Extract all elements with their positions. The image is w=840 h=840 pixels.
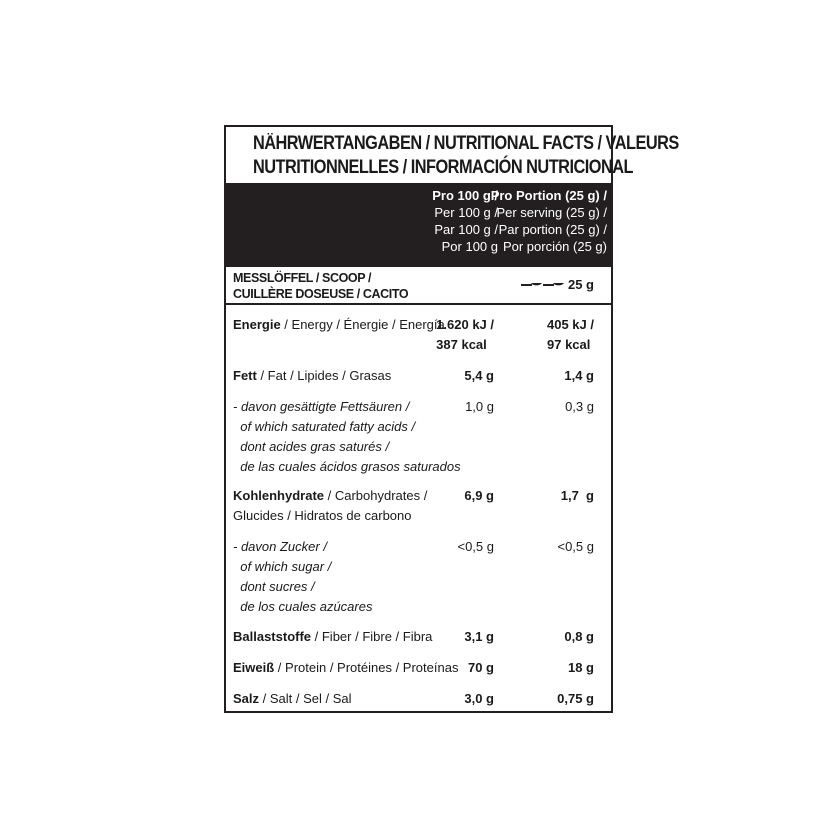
- saturated-name: [233, 397, 461, 477]
- header-per100-en: Per 100 g /: [434, 205, 498, 220]
- scoop-label: [233, 270, 408, 302]
- protein-name: [233, 658, 458, 678]
- fiber-name-rest: / Fiber / Fibre / Fibra: [311, 629, 433, 644]
- fiber-per100: 3,1 g: [464, 629, 494, 644]
- scoop-quantity: [521, 277, 594, 292]
- title-line-1: NÄHRWERTANGABEN / NUTRITIONAL FACTS / VALEURS: [252, 133, 679, 154]
- title-line-2: NUTRITIONNELLES / INFORMACIÓN NUTRICIONAL: [252, 157, 634, 178]
- scoop-icon: [543, 280, 565, 290]
- carbs-per100: 6,9 g: [464, 488, 494, 503]
- carbs-name-bold: Kohlenhydrate: [233, 488, 325, 503]
- column-header-band: [226, 183, 611, 267]
- protein-name-rest: / Protein / Protéines / Proteínas: [274, 660, 459, 675]
- header-portion-de: Pro Portion (25 g) /: [490, 188, 607, 203]
- scoop-label-line-1: MESSLÖFFEL / SCOOP /: [233, 271, 372, 285]
- header-per100-de: Pro 100 g /: [432, 188, 498, 203]
- scoop-label-line-2: CUILLÈRE DOSEUSE / CACITO: [233, 287, 409, 301]
- fat-name-bold: Fett: [233, 368, 257, 383]
- header-row-en: [226, 204, 611, 221]
- fat-per100: 5,4 g: [464, 368, 494, 383]
- divider-rule: [226, 303, 611, 305]
- scoop-amount: 25 g: [567, 277, 594, 292]
- saturated-line-de: - davon gesättigte Fettsäuren /: [233, 399, 410, 414]
- header-per100-es: Por 100 g: [441, 239, 498, 254]
- saturated-per100: 1,0 g: [465, 399, 494, 414]
- salt-name-bold: Salz: [233, 691, 260, 706]
- saturated-portion: 0,3 g: [565, 399, 594, 414]
- salt-name-rest: / Salt / Sel / Sal: [259, 691, 352, 706]
- energy-per100-kj: 1.620 kJ /: [436, 317, 494, 332]
- header-row-de: [226, 187, 611, 204]
- label-title: [252, 127, 679, 183]
- carbs-name-rest: / Carbohydrates /: [324, 488, 428, 503]
- fat-portion: 1,4 g: [564, 368, 594, 383]
- fat-name: [233, 366, 391, 386]
- energy-portion-kcal: 97 kcal: [547, 337, 591, 352]
- header-row-es: [226, 238, 611, 255]
- protein-per100: 70 g: [467, 660, 494, 675]
- nutrition-label: [224, 125, 679, 713]
- sugar-line-fr: dont sucres /: [233, 579, 315, 594]
- sugar-per100: <0,5 g: [457, 539, 494, 554]
- energy-name-rest: / Energy / Énergie / Energía: [280, 317, 445, 332]
- carbs-portion: 1,7 g: [560, 488, 594, 503]
- sugar-portion: <0,5 g: [557, 539, 594, 554]
- protein-name-bold: Eiweiß: [233, 660, 275, 675]
- energy-portion: [547, 315, 594, 355]
- fat-name-rest: / Fat / Lipides / Grasas: [256, 368, 392, 383]
- header-per100-fr: Par 100 g /: [434, 222, 498, 237]
- sugar-name: [233, 537, 372, 617]
- header-row-fr: [226, 221, 611, 238]
- saturated-line-en: of which saturated fatty acids /: [233, 419, 416, 434]
- sugar-line-en: of which sugar /: [233, 559, 332, 574]
- energy-portion-kj: 405 kJ /: [547, 317, 594, 332]
- fiber-portion: 0,8 g: [564, 629, 594, 644]
- saturated-line-es: de las cuales ácidos grasos saturados: [233, 459, 461, 474]
- header-portion-en: Per serving (25 g) /: [496, 205, 607, 220]
- fiber-name-bold: Ballaststoffe: [233, 629, 312, 644]
- sugar-line-es: de los cuales azúcares: [233, 599, 373, 614]
- energy-name-bold: Energie: [233, 317, 281, 332]
- fiber-name: [233, 627, 432, 647]
- energy-per100: [436, 315, 494, 355]
- carbs-name-line-2: Glucides / Hidratos de carbono: [233, 508, 412, 523]
- scoop-icons: [521, 280, 565, 290]
- header-portion-es: Por porción (25 g): [502, 239, 607, 254]
- carbs-name: [233, 486, 427, 526]
- protein-portion: 18 g: [567, 660, 594, 675]
- energy-name: [233, 315, 445, 335]
- saturated-line-fr: dont acides gras saturés /: [233, 439, 390, 454]
- header-portion-fr: Par portion (25 g) /: [498, 222, 607, 237]
- energy-per100-kcal: 387 kcal: [436, 337, 487, 352]
- scoop-icon: [521, 280, 543, 290]
- salt-name: [233, 689, 352, 709]
- salt-per100: 3,0 g: [464, 691, 494, 706]
- sugar-line-de: - davon Zucker /: [233, 539, 327, 554]
- salt-portion: 0,75 g: [557, 691, 594, 706]
